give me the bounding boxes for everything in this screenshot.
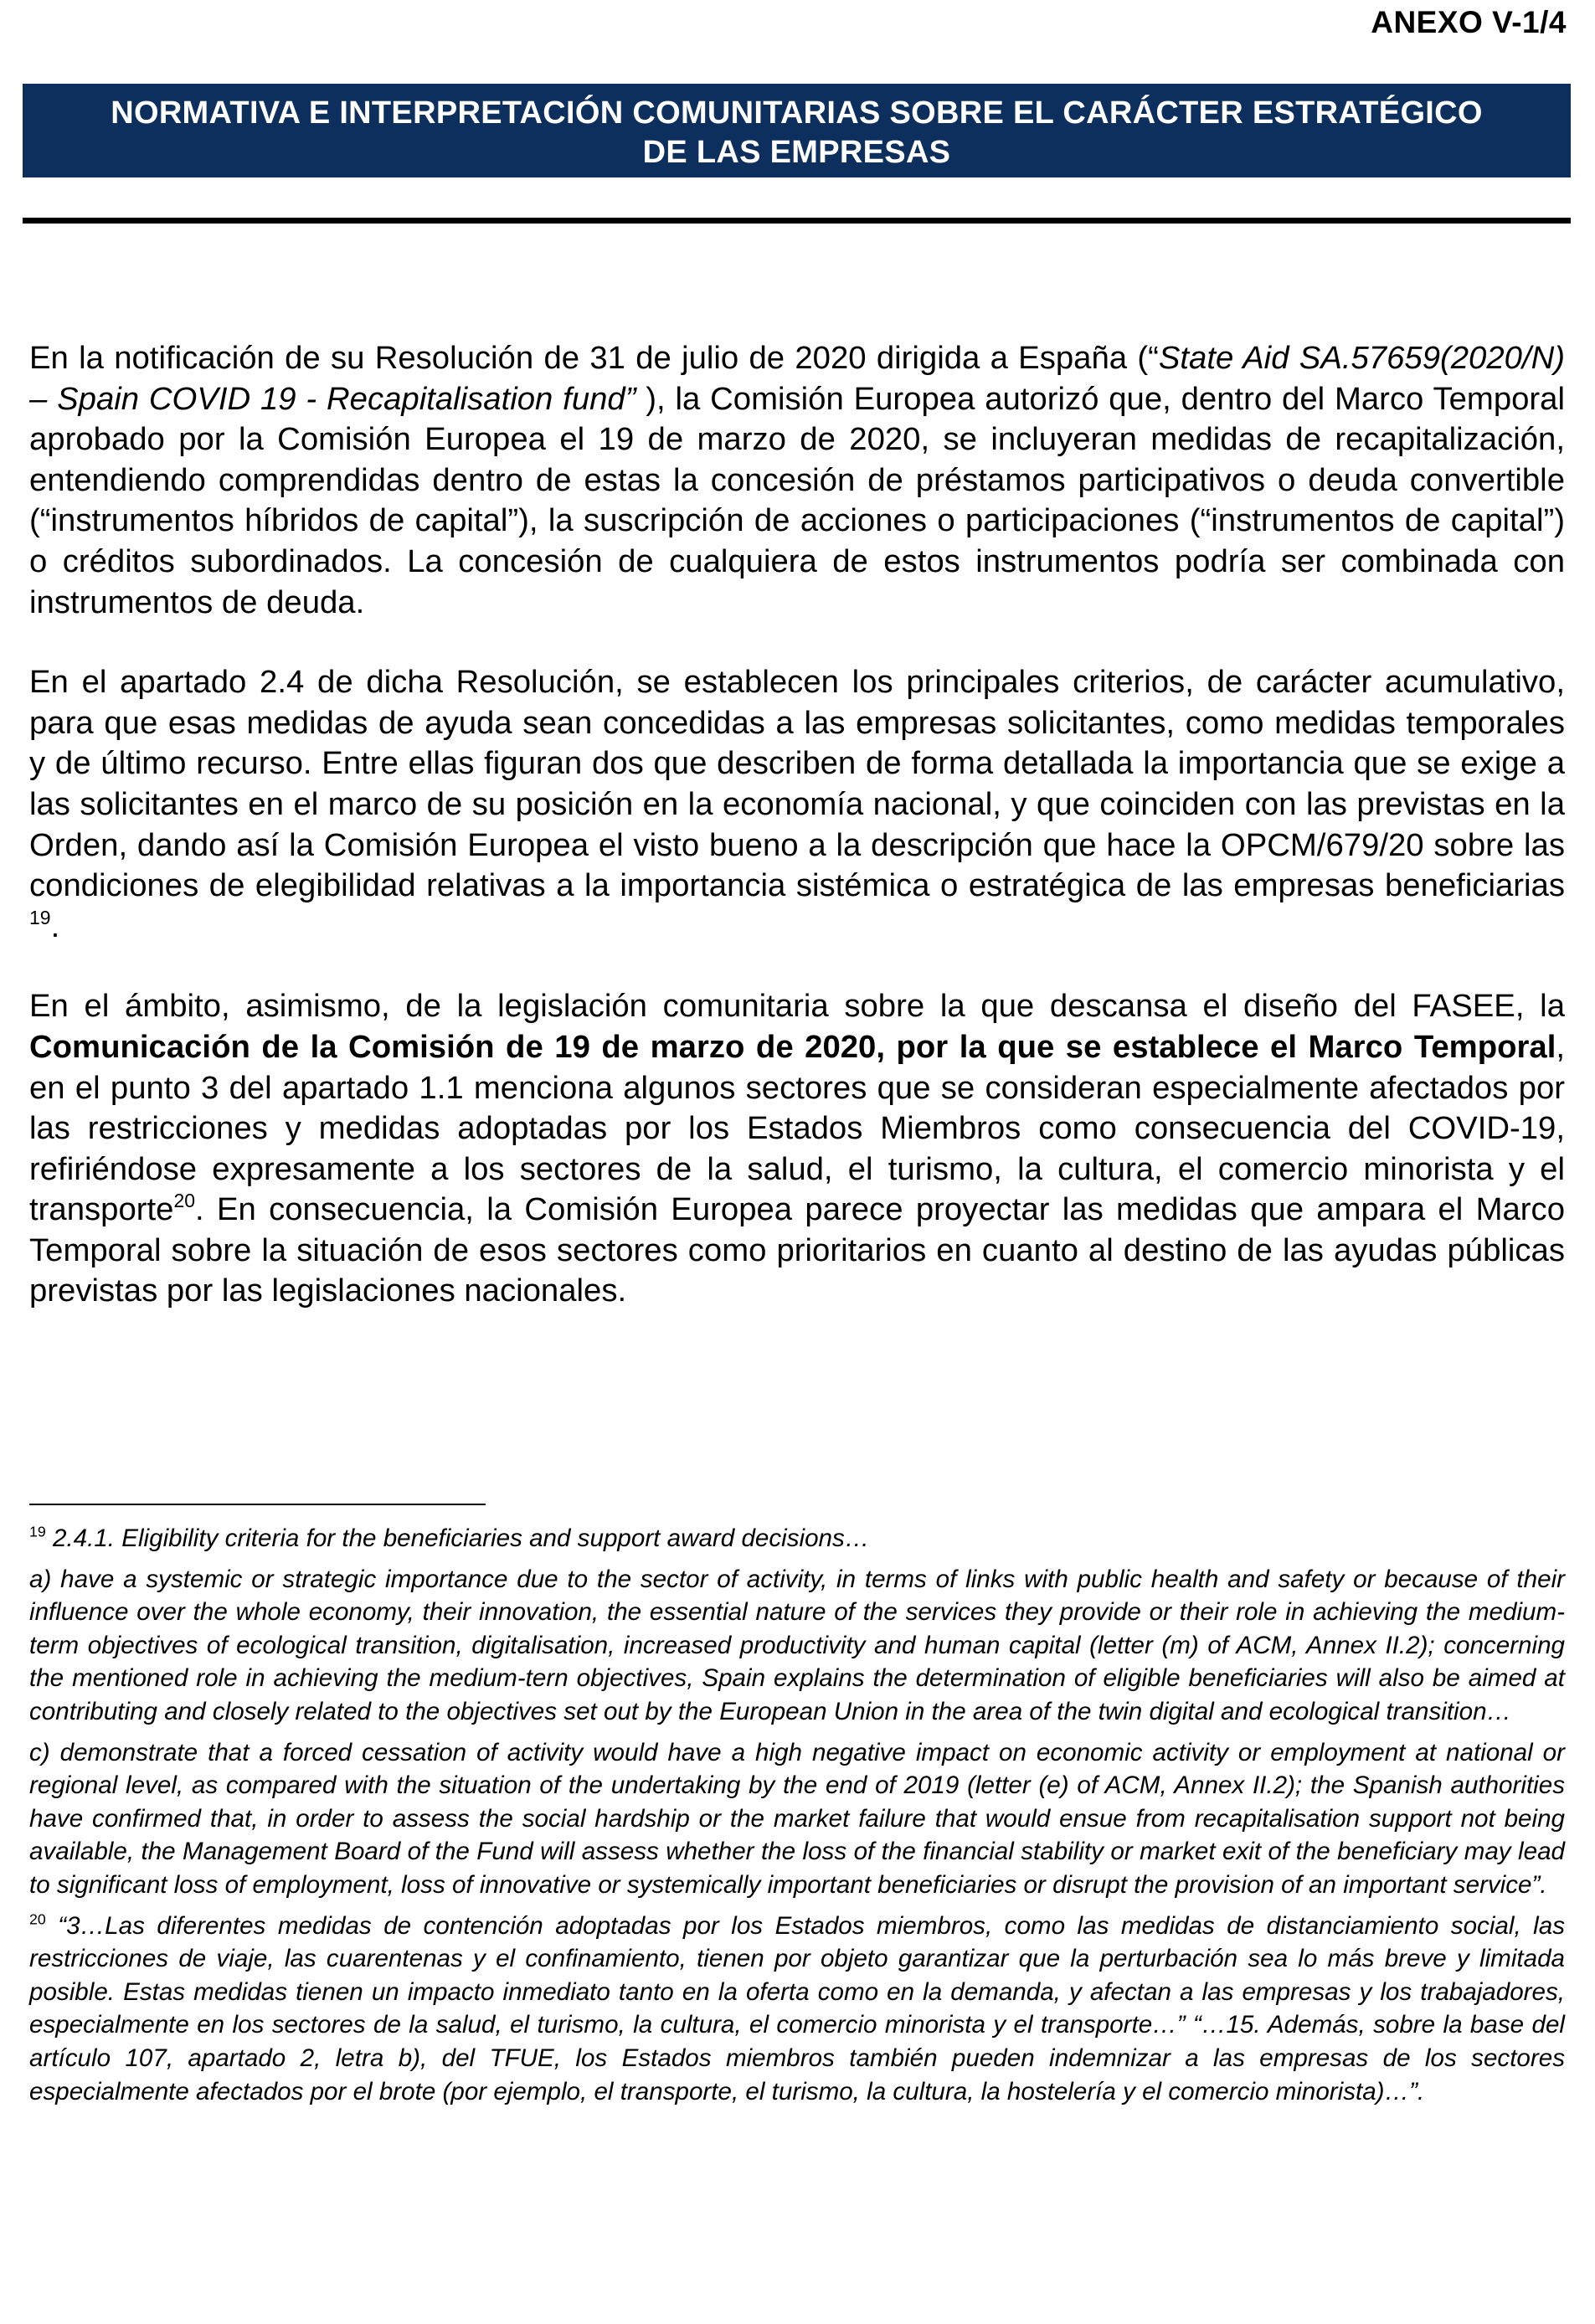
paragraph-1-text-a: En la notificación de su Resolución de 31 de julio de 2020 dirigida a España (“ [29,340,1159,376]
paragraph-2-text-b: . [50,907,60,944]
footnote-separator [29,1504,486,1505]
paragraph-3-bold: Comunicación de la Comisión de 19 de marzo de 2020, por la que se establece el Marco Temporal [29,1028,1556,1065]
paragraph-3-text-c: . En consecuencia, la Comisión Europea parece proyectar las medidas que ampara el Marco Temporal sobre la situación de esos sectores como prioritarios en cuanto al destino de las ayudas públicas previstas por las legislaciones nacionales. [29,1191,1565,1309]
annex-label: ANEXO V-1/4 [1371,5,1567,39]
footnote-20-text: “3…Las diferentes medidas de contención adoptadas por los Estados miembros, como las medidas de distanciamiento social, las restricciones de viaje, las cuarentenas y el confinamiento, tienen por objeto garantizar que la perturbación sea lo más breve y limitada posible. Estas medidas tienen un impacto inmediato tanto en la oferta como en la demanda, y afectan a las empresas y los trabajadores, especialmente en los sectores de la salud, el turismo, la cultura, el comercio minorista y el transporte…” “…15. Además, sobre la base del artículo 107, apartado 2, letra b), del TFUE, los Estados miembros también pueden indemnizar a las empresas de los sectores especialmente afectados por el brote (por ejemplo, el transporte, el turismo, la cultura, la hostelería y el comercio minorista)…”. [29,1911,1565,2105]
title-line-2: DE LAS EMPRESAS [642,135,951,170]
paragraph-3 [29,986,1565,1312]
paragraph-2 [29,662,1565,947]
footnote-19-item-c: c) demonstrate that a forced cessation of activity would have a high negative impact on economic activity or employment at national or regional level, as compared with the situation of the undertaking by the end of 2019 (letter (e) of ACM, Annex II.2); the Spanish authorities have confirmed that, in order to assess the social hardship or the market failure that would ensue from recapitalisation support not being available, the Management Board of the Fund will assess whether the loss of the financial stability or market exit of the beneficiary may lead to significant loss of employment, loss of innovative or systemically important beneficiaries or disrupt the provision of an important service”. [29,1738,1565,1899]
footnote-20 [29,1910,1565,2109]
body-text [29,338,1565,1351]
footnote-20-number: 20 [29,1910,46,1927]
footnotes [29,1522,1565,2116]
paragraph-1 [29,338,1565,623]
title-line-1: NORMATIVA E INTERPRETACIÓN COMUNITARIAS SOBRE EL CARÁCTER ESTRATÉGICO [111,95,1483,131]
paragraph-3-text-a: En el ámbito, asimismo, de la legislación comunitaria sobre la que descansa el diseño del FASEE, la [29,988,1565,1025]
footnote-19-item-a: a) have a systemic or strategic importance due to the sector of activity, in terms of links with public health and safety or because of their influence over the whole economy, their innovation, the essential nature of the services they provide or their role in achieving the medium-term objectives of ecological transition, digitalisation, increased productivity and human capital (letter (m) of ACM, Annex II.2); concerning the mentioned role in achieving the medium-tern objectives, Spain explains the determination of eligible beneficiaries will also be aimed at contributing and closely related to the objectives set out by the European Union in the area of the twin digital and ecological transition… [29,1565,1565,1725]
footnote-ref-19[interactable]: 19 [29,906,51,928]
paragraph-1-italic-ref: State Aid SA.57659(2020/N) – Spain COVID 19 - Recapitalisation fund” [29,340,1565,417]
paragraph-3-text-b: , en el punto 3 del apartado 1.1 menciona algunos sectores que se consideran especialmente afectados por las restricciones y medidas adoptadas por los Estados Miembros como consecuencia del COVID-19, refiriéndose expresamente a los sectores de la salud, el turismo, la cultura, el comercio minorista y el transporte [29,1028,1565,1228]
title-banner [23,84,1571,177]
header-divider [23,218,1571,224]
footnote-ref-20[interactable]: 20 [173,1190,195,1212]
footnote-19-title [29,1522,1565,1555]
footnote-19-number: 19 [29,1523,46,1540]
paragraph-1-text-c: ), la Comisión Europea autorizó que, dentro del Marco Temporal aprobado por la Comisión Europea el 19 de marzo de 2020, se incluyeran medidas de recapitalización, entendiendo comprendidas dentro de estas la concesión de préstamos participativos o deuda convertible (“instrumentos híbridos de capital”), la suscripción de acciones o participaciones (“instrumentos de capital”) o créditos subordinados. La concesión de cualquiera de estos instrumentos podría ser combinada con instrumentos de deuda. [29,380,1565,620]
paragraph-2-text-a: En el apartado 2.4 de dicha Resolución, se establecen los principales criterios, de carácter acumulativo, para que esas medidas de ayuda sean concedidas a las empresas solicitantes, como medidas temporales y de último recurso. Entre ellas figuran dos que describen de forma detallada la importancia que se exige a las solicitantes en el marco de su posición en la economía nacional, y que coinciden con las previstas en la Orden, dando así la Comisión Europea el visto bueno a la descripción que hace la OPCM/679/20 sobre las condiciones de elegibilidad relativas a la importancia sistémica o estratégica de las empresas beneficiarias [29,664,1565,904]
footnote-19-title-text: 2.4.1. Eligibility criteria for the beneficiaries and support award decisions… [45,1524,870,1552]
